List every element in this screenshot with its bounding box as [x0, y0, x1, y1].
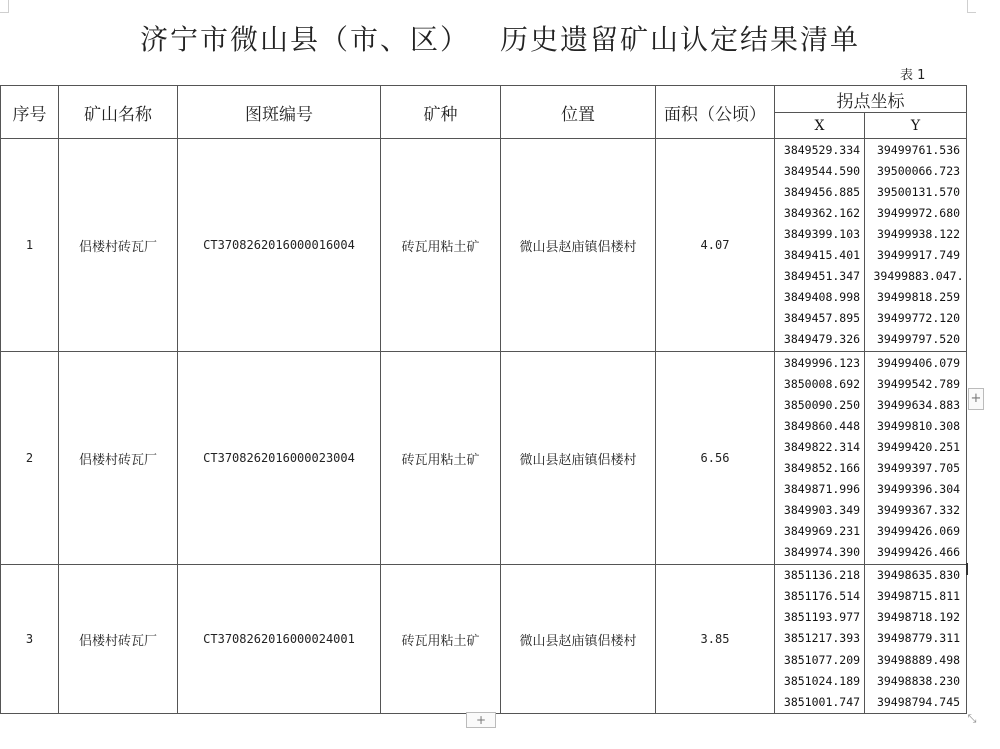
cell-seq[interactable]: 3 — [1, 565, 59, 714]
page-title — [0, 18, 1000, 58]
cell-area[interactable]: 6.56 — [656, 352, 775, 565]
coord-x-value: 3851193.977 — [783, 610, 861, 625]
cell-mine-name[interactable]: 侣楼村砖瓦厂 — [59, 565, 178, 714]
coord-x-value: 3851001.747 — [783, 694, 861, 709]
coord-x-value: 3849451.347 — [783, 269, 861, 284]
table-number: 表 1 — [900, 68, 926, 83]
coord-x-value: 3849362.162 — [783, 205, 861, 220]
header-mine-name: 矿山名称 — [59, 86, 178, 139]
coord-x-value: 3849860.448 — [783, 418, 861, 433]
cell-coords-x[interactable] — [775, 565, 865, 714]
coord-y-value: 39499883.047. — [873, 269, 964, 284]
coord-y-value: 39499397.705 — [876, 461, 961, 475]
coord-y-value: 39499761.536 — [876, 142, 961, 157]
coord-x-value: 3849996.123 — [783, 355, 861, 370]
coord-y-value: 39499420.251 — [876, 439, 961, 454]
coord-x-value: 3849408.998 — [783, 290, 861, 305]
cell-patch-code[interactable]: CT3708262016000024001 — [178, 565, 381, 714]
coord-x-value: 3849903.349 — [783, 503, 861, 518]
coord-y-value: 39498715.811 — [876, 589, 961, 604]
header-y: Y — [865, 113, 967, 139]
cell-seq[interactable]: 2 — [1, 352, 59, 565]
coord-x-value: 3849399.103 — [783, 226, 861, 241]
cell-mineral[interactable]: 砖瓦用粘土矿 — [381, 139, 501, 352]
coord-x-value: 3849479.326 — [783, 332, 861, 347]
coord-y-value: 39499938.122 — [876, 226, 961, 241]
cell-coords-y[interactable] — [865, 352, 967, 565]
coord-y-value: 39498838.230 — [876, 673, 961, 688]
header-location: 位置 — [501, 86, 656, 139]
cell-mine-name[interactable]: 侣楼村砖瓦厂 — [59, 139, 178, 352]
cell-patch-code[interactable]: CT3708262016000016004 — [178, 139, 381, 352]
header-mineral: 矿种 — [381, 86, 501, 139]
header-seq: 序号 — [1, 86, 59, 139]
cell-coords-y[interactable] — [865, 139, 967, 352]
coord-x-value: 3851024.189 — [783, 673, 861, 688]
cell-mineral[interactable]: 砖瓦用粘土矿 — [381, 565, 501, 714]
coord-x-value: 3849415.401 — [783, 248, 861, 262]
coord-y-value: 39499810.308 — [876, 418, 961, 433]
coord-x-value: 3849456.885 — [783, 184, 861, 199]
table-row — [1, 565, 967, 714]
coord-y-value: 39500066.723 — [876, 163, 961, 178]
cell-seq[interactable]: 1 — [1, 139, 59, 352]
coord-y-value: 39499542.789 — [876, 376, 961, 391]
coord-y-value: 39498889.498 — [876, 652, 961, 667]
coord-x-value: 3849457.895 — [783, 311, 861, 326]
coord-y-value: 39498718.192 — [876, 610, 961, 625]
header-corner-coords: 拐点坐标 — [775, 86, 967, 113]
coord-y-value: 39499917.749 — [876, 248, 961, 262]
header-x: X — [775, 113, 865, 139]
coord-y-value: 39499406.079 — [876, 355, 961, 370]
cell-coords-x[interactable] — [775, 139, 865, 352]
coord-x-value: 3849969.231 — [783, 524, 861, 539]
cell-mineral[interactable]: 砖瓦用粘土矿 — [381, 352, 501, 565]
coord-y-value: 39499426.069 — [876, 524, 961, 539]
coord-x-value: 3851176.514 — [783, 589, 861, 604]
coord-y-value: 39498794.745 — [876, 694, 961, 709]
table-row — [1, 352, 967, 565]
coord-y-value: 39499634.883 — [876, 397, 961, 412]
coord-y-value: 39499972.680 — [876, 205, 961, 220]
cell-patch-code[interactable]: CT3708262016000023004 — [178, 352, 381, 565]
page-corner-mark-left — [0, 0, 9, 13]
resize-handle-icon[interactable]: ⤡ — [967, 712, 977, 725]
coord-x-value: 3850090.250 — [783, 397, 861, 412]
header-area: 面积（公顷） — [656, 86, 775, 139]
coord-x-value: 3851077.209 — [783, 652, 861, 667]
cell-location[interactable]: 微山县赵庙镇侣楼村 — [501, 565, 656, 714]
coord-x-value: 3849871.996 — [783, 482, 861, 497]
cell-coords-y[interactable] — [865, 565, 967, 714]
coord-y-value: 39498779.311 — [876, 631, 961, 646]
coord-y-value: 39499396.304 — [876, 482, 961, 497]
coord-x-value: 3849822.314 — [783, 439, 861, 454]
cell-area[interactable]: 4.07 — [656, 139, 775, 352]
cell-mine-name[interactable]: 侣楼村砖瓦厂 — [59, 352, 178, 565]
title-subject: 历史遗留矿山认定结果清单 — [500, 23, 861, 56]
coord-x-value: 3849974.390 — [783, 545, 861, 560]
cell-location[interactable]: 微山县赵庙镇侣楼村 — [501, 352, 656, 565]
coord-x-value: 3849852.166 — [783, 461, 861, 475]
coord-y-value: 39498635.830 — [876, 568, 961, 583]
cell-coords-x[interactable] — [775, 352, 865, 565]
coord-x-value: 3849529.334 — [783, 142, 861, 157]
add-column-button[interactable]: + — [968, 388, 984, 410]
table-row — [1, 139, 967, 352]
mine-list-table — [0, 85, 967, 714]
coord-y-value: 39499797.520 — [876, 332, 961, 347]
header-patch-code: 图斑编号 — [178, 86, 381, 139]
coord-x-value: 3851217.393 — [783, 631, 861, 646]
coord-y-value: 39499367.332 — [876, 503, 961, 518]
title-region: 济宁市微山县（市、区） — [139, 23, 470, 56]
page-corner-mark-right — [967, 0, 976, 13]
coord-y-value: 39499818.259 — [876, 290, 961, 305]
coord-y-value: 39499426.466 — [876, 545, 961, 560]
coord-x-value: 3850008.692 — [783, 376, 861, 391]
coord-x-value: 3851136.218 — [783, 568, 861, 583]
add-row-button[interactable]: + — [466, 712, 496, 728]
text-cursor — [966, 563, 968, 575]
coord-y-value: 39499772.120 — [876, 311, 961, 326]
cell-area[interactable]: 3.85 — [656, 565, 775, 714]
coord-x-value: 3849544.590 — [783, 163, 861, 178]
cell-location[interactable]: 微山县赵庙镇侣楼村 — [501, 139, 656, 352]
coord-y-value: 39500131.570 — [876, 184, 961, 199]
